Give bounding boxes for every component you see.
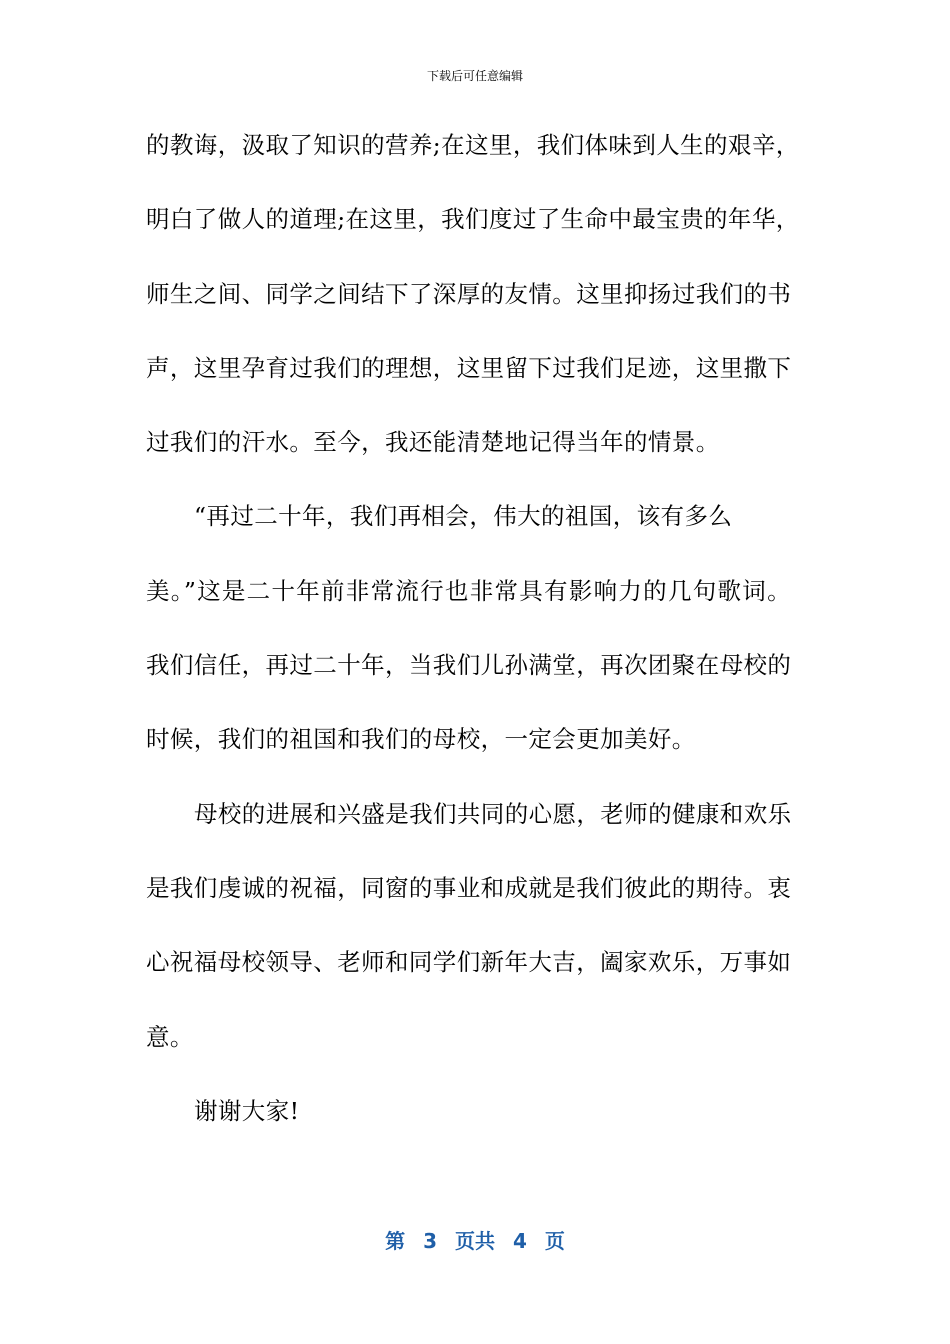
total-label: 页共 bbox=[455, 1229, 495, 1253]
page-footer bbox=[0, 1225, 950, 1254]
text-line: 明白了做人的道理;在这里，我们度过了生命中最宝贵的年华， bbox=[146, 205, 800, 234]
text-line: 声，这里孕育过我们的理想，这里留下过我们足迹，这里撒下 bbox=[146, 353, 792, 382]
text-line: 师生之间、同学之间结下了深厚的友情。这里抑扬过我们的书 bbox=[146, 279, 792, 308]
text-line: 美。”这是二十年前非常流行也非常具有影响力的几句歌词。 bbox=[146, 576, 791, 605]
text-line: 意。 bbox=[146, 1022, 194, 1051]
text-line: 谢谢大家! bbox=[194, 1096, 300, 1125]
text-line: 心祝福母校领导、老师和同学们新年大吉，阖家欢乐，万事如 bbox=[146, 948, 792, 977]
page-header: 下载后可任意编辑 bbox=[426, 69, 523, 83]
text-line: “再过二十年，我们再相会，伟大的祖国，该有多么 bbox=[194, 502, 733, 531]
document-body bbox=[146, 122, 800, 1162]
page-label: 第 bbox=[385, 1229, 406, 1253]
page-end-label: 页 bbox=[544, 1229, 565, 1253]
total-pages-number: 4 bbox=[513, 1229, 527, 1253]
text-line: 的教诲，汲取了知识的营养;在这里，我们体味到人生的艰辛， bbox=[146, 131, 800, 159]
text-line: 时候，我们的祖国和我们的母校，一定会更加美好。 bbox=[146, 725, 696, 754]
text-line: 过我们的汗水。至今，我还能清楚地记得当年的情景。 bbox=[146, 428, 720, 457]
text-line: 是我们虔诚的祝福，同窗的事业和成就是我们彼此的期待。衷 bbox=[146, 873, 792, 902]
text-line: 母校的进展和兴盛是我们共同的心愿，老师的健康和欢乐 bbox=[194, 799, 792, 828]
text-line: 我们信任，再过二十年，当我们儿孙满堂，再次团聚在母校的 bbox=[146, 651, 792, 680]
current-page-number: 3 bbox=[423, 1229, 437, 1253]
